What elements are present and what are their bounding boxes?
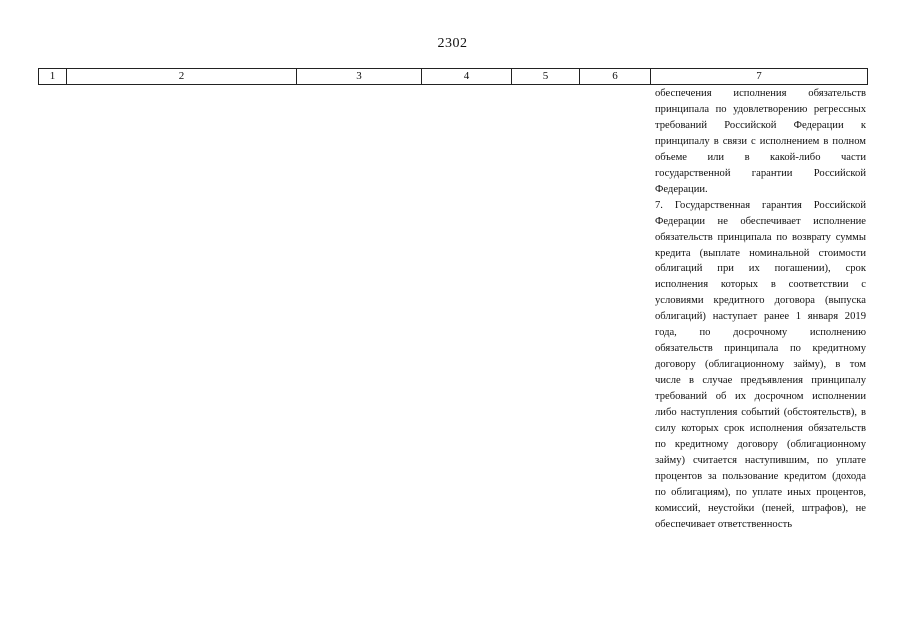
table-header-row [39, 69, 868, 85]
column-header-3: 3 [297, 69, 422, 85]
column-header-4: 4 [422, 69, 512, 85]
paragraph-item-7: 7. Государственная гарантия Российской Федерации не обеспечивает исполнение обязательств принципала по возврату суммы кредита (выплате номинальной стоимости облигаций при их погашении), срок исполнения которых в соответствии с условиями кредитного договора (выпуска облигаций) наступает ранее 1 января 2019 года, по досрочному исполнению обязательств принципала по кредитному договору (облигационному займу), в том числе в случае предъявления принципалу требований об их досрочном исполнении либо наступления событий (обстоятельств), в силу которых срок исполнения обязательств по кредитному договору (облигационному займу) считается наступившим, по уплате процентов за пользование кредитом (дохода по облигациям), по уплате иных процентов, комиссий, неустойки (пеней, штрафов), не обеспечивает ответственность [655, 199, 866, 530]
column-header-1: 1 [39, 69, 67, 85]
column-7-body-text [655, 86, 866, 640]
column-header-5: 5 [512, 69, 580, 85]
column-header-2: 2 [67, 69, 297, 85]
page-number: 2302 [437, 36, 468, 51]
column-header-6: 6 [580, 69, 651, 85]
column-header-7: 7 [651, 69, 868, 85]
table-header [38, 68, 868, 85]
continued-paragraph: обеспечения исполнения обязательств принципала по удовлетворению регрессных требований Российской Федерации к принципалу в связи с исполнением в полном объеме или в какой-либо части государственной гарантии Российской Федерации. [655, 88, 866, 195]
